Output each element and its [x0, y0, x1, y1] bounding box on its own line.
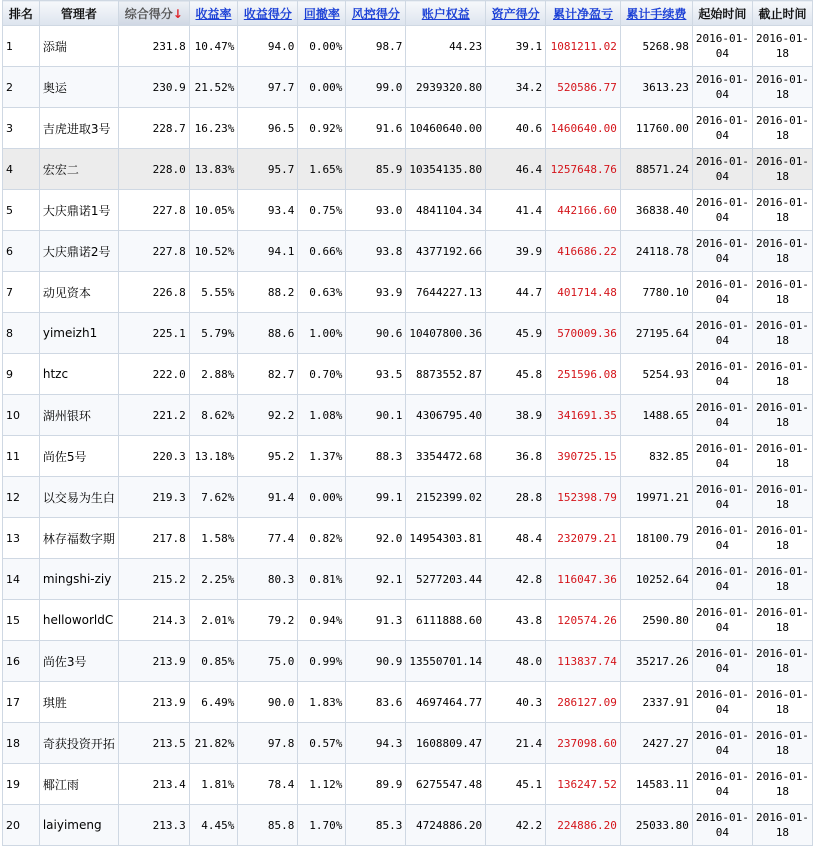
cum-fee-cell: 25033.80 — [620, 805, 692, 846]
return-rate-cell: 21.82% — [189, 723, 238, 764]
equity-cell: 4724886.20 — [406, 805, 486, 846]
asset-score-cell: 34.2 — [486, 67, 546, 108]
rank-cell: 3 — [3, 108, 40, 149]
manager-cell: yimeizh1 — [39, 313, 118, 354]
cum-pnl-cell: 113837.74 — [546, 641, 621, 682]
drawdown-cell: 0.82% — [298, 518, 346, 559]
manager-cell: helloworldC — [39, 600, 118, 641]
manager-cell: 尚佐5号 — [39, 436, 118, 477]
return-score-cell: 90.0 — [238, 682, 298, 723]
cum-fee-cell: 2337.91 — [620, 682, 692, 723]
return-rate-cell: 10.47% — [189, 26, 238, 67]
asset-score-cell: 41.4 — [486, 190, 546, 231]
header-cum-pnl-sort[interactable]: 累计净盈亏 — [546, 1, 621, 26]
rank-cell: 16 — [3, 641, 40, 682]
cum-pnl-cell: 152398.79 — [546, 477, 621, 518]
score-cell: 213.3 — [118, 805, 189, 846]
start-time-cell: 2016-01-04 — [692, 26, 752, 67]
start-time-cell: 2016-01-04 — [692, 231, 752, 272]
score-cell: 217.8 — [118, 518, 189, 559]
risk-score-cell: 91.3 — [346, 600, 406, 641]
ranking-table-body — [3, 26, 813, 846]
end-time-cell: 2016-01-18 — [752, 518, 812, 559]
drawdown-cell: 0.70% — [298, 354, 346, 395]
equity-cell: 2939320.80 — [406, 67, 486, 108]
score-cell: 227.8 — [118, 231, 189, 272]
end-time-cell: 2016-01-18 — [752, 805, 812, 846]
cum-pnl-cell: 237098.60 — [546, 723, 621, 764]
score-cell: 222.0 — [118, 354, 189, 395]
equity-cell: 4841104.34 — [406, 190, 486, 231]
end-time-cell: 2016-01-18 — [752, 559, 812, 600]
start-time-cell: 2016-01-04 — [692, 559, 752, 600]
return-score-cell: 82.7 — [238, 354, 298, 395]
manager-cell: laiyimeng — [39, 805, 118, 846]
start-time-cell: 2016-01-04 — [692, 67, 752, 108]
manager-cell: 宏宏二 — [39, 149, 118, 190]
asset-score-cell: 48.0 — [486, 641, 546, 682]
manager-cell: 奥运 — [39, 67, 118, 108]
equity-cell: 14954303.81 — [406, 518, 486, 559]
drawdown-cell: 0.57% — [298, 723, 346, 764]
score-cell: 214.3 — [118, 600, 189, 641]
equity-cell: 6111888.60 — [406, 600, 486, 641]
score-cell: 230.9 — [118, 67, 189, 108]
rank-cell: 4 — [3, 149, 40, 190]
equity-cell: 1608809.47 — [406, 723, 486, 764]
return-rate-cell: 7.62% — [189, 477, 238, 518]
return-score-cell: 94.1 — [238, 231, 298, 272]
start-time-cell: 2016-01-04 — [692, 436, 752, 477]
end-time-cell: 2016-01-18 — [752, 395, 812, 436]
start-time-cell: 2016-01-04 — [692, 149, 752, 190]
asset-score-cell: 43.8 — [486, 600, 546, 641]
table-row[interactable] — [3, 477, 813, 518]
manager-cell: htzc — [39, 354, 118, 395]
return-score-cell: 92.2 — [238, 395, 298, 436]
header-score-label: 综合得分 — [124, 6, 173, 21]
start-time-cell: 2016-01-04 — [692, 477, 752, 518]
equity-cell: 2152399.02 — [406, 477, 486, 518]
header-return-rate-sort[interactable]: 收益率 — [189, 1, 238, 26]
rank-cell: 15 — [3, 600, 40, 641]
risk-score-cell: 93.0 — [346, 190, 406, 231]
return-score-cell: 79.2 — [238, 600, 298, 641]
header-score-sort[interactable] — [118, 1, 189, 26]
cum-fee-cell: 5254.93 — [620, 354, 692, 395]
cum-fee-cell: 7780.10 — [620, 272, 692, 313]
drawdown-cell: 1.37% — [298, 436, 346, 477]
rank-cell: 6 — [3, 231, 40, 272]
table-row[interactable] — [3, 764, 813, 805]
drawdown-cell: 1.65% — [298, 149, 346, 190]
return-rate-cell: 21.52% — [189, 67, 238, 108]
table-row[interactable] — [3, 559, 813, 600]
table-row[interactable] — [3, 190, 813, 231]
rank-cell: 10 — [3, 395, 40, 436]
score-cell: 220.3 — [118, 436, 189, 477]
cum-pnl-cell: 224886.20 — [546, 805, 621, 846]
return-score-cell: 77.4 — [238, 518, 298, 559]
risk-score-cell: 91.6 — [346, 108, 406, 149]
return-rate-cell: 6.49% — [189, 682, 238, 723]
cum-pnl-cell: 1460640.00 — [546, 108, 621, 149]
manager-cell: 尚佐3号 — [39, 641, 118, 682]
risk-score-cell: 94.3 — [346, 723, 406, 764]
table-row[interactable] — [3, 518, 813, 559]
equity-cell: 13550701.14 — [406, 641, 486, 682]
return-score-cell: 80.3 — [238, 559, 298, 600]
return-rate-cell: 10.05% — [189, 190, 238, 231]
risk-score-cell: 99.0 — [346, 67, 406, 108]
drawdown-cell: 1.70% — [298, 805, 346, 846]
end-time-cell: 2016-01-18 — [752, 149, 812, 190]
asset-score-cell: 45.8 — [486, 354, 546, 395]
drawdown-cell: 0.00% — [298, 477, 346, 518]
table-row[interactable] — [3, 354, 813, 395]
return-rate-cell: 0.85% — [189, 641, 238, 682]
cum-pnl-cell: 570009.36 — [546, 313, 621, 354]
table-row[interactable] — [3, 682, 813, 723]
risk-score-cell: 92.1 — [346, 559, 406, 600]
end-time-cell: 2016-01-18 — [752, 26, 812, 67]
score-cell: 228.0 — [118, 149, 189, 190]
risk-score-cell: 92.0 — [346, 518, 406, 559]
asset-score-cell: 42.2 — [486, 805, 546, 846]
cum-fee-cell: 11760.00 — [620, 108, 692, 149]
asset-score-cell: 44.7 — [486, 272, 546, 313]
risk-score-cell: 99.1 — [346, 477, 406, 518]
drawdown-cell: 0.94% — [298, 600, 346, 641]
cum-pnl-cell: 251596.08 — [546, 354, 621, 395]
table-row[interactable] — [3, 436, 813, 477]
drawdown-cell: 0.92% — [298, 108, 346, 149]
return-rate-cell: 2.25% — [189, 559, 238, 600]
return-rate-cell: 16.23% — [189, 108, 238, 149]
equity-cell: 4306795.40 — [406, 395, 486, 436]
header-end-time: 截止时间 — [752, 1, 812, 26]
return-score-cell: 97.8 — [238, 723, 298, 764]
return-score-cell: 88.2 — [238, 272, 298, 313]
cum-pnl-cell: 520586.77 — [546, 67, 621, 108]
risk-score-cell: 85.3 — [346, 805, 406, 846]
header-manager: 管理者 — [39, 1, 118, 26]
cum-pnl-cell: 416686.22 — [546, 231, 621, 272]
end-time-cell: 2016-01-18 — [752, 723, 812, 764]
end-time-cell: 2016-01-18 — [752, 108, 812, 149]
asset-score-cell: 45.9 — [486, 313, 546, 354]
return-rate-cell: 1.81% — [189, 764, 238, 805]
cum-fee-cell: 5268.98 — [620, 26, 692, 67]
risk-score-cell: 98.7 — [346, 26, 406, 67]
return-rate-cell: 4.45% — [189, 805, 238, 846]
header-asset-score-sort[interactable]: 资产得分 — [486, 1, 546, 26]
return-score-cell: 85.8 — [238, 805, 298, 846]
rank-cell: 11 — [3, 436, 40, 477]
start-time-cell: 2016-01-04 — [692, 764, 752, 805]
cum-fee-cell: 14583.11 — [620, 764, 692, 805]
table-row[interactable] — [3, 313, 813, 354]
drawdown-cell: 1.08% — [298, 395, 346, 436]
table-row[interactable] — [3, 600, 813, 641]
drawdown-cell: 1.12% — [298, 764, 346, 805]
score-cell: 227.8 — [118, 190, 189, 231]
return-rate-cell: 1.58% — [189, 518, 238, 559]
drawdown-cell: 0.66% — [298, 231, 346, 272]
cum-pnl-cell: 1081211.02 — [546, 26, 621, 67]
cum-fee-cell: 36838.40 — [620, 190, 692, 231]
cum-fee-cell: 832.85 — [620, 436, 692, 477]
asset-score-cell: 39.1 — [486, 26, 546, 67]
asset-score-cell: 21.4 — [486, 723, 546, 764]
equity-cell: 44.23 — [406, 26, 486, 67]
equity-cell: 4697464.77 — [406, 682, 486, 723]
start-time-cell: 2016-01-04 — [692, 805, 752, 846]
end-time-cell: 2016-01-18 — [752, 272, 812, 313]
cum-fee-cell: 27195.64 — [620, 313, 692, 354]
asset-score-cell: 36.8 — [486, 436, 546, 477]
asset-score-cell: 38.9 — [486, 395, 546, 436]
asset-score-cell: 46.4 — [486, 149, 546, 190]
score-cell: 231.8 — [118, 26, 189, 67]
score-cell: 213.9 — [118, 682, 189, 723]
return-rate-cell: 5.55% — [189, 272, 238, 313]
return-rate-cell: 5.79% — [189, 313, 238, 354]
return-score-cell: 96.5 — [238, 108, 298, 149]
cum-pnl-cell: 341691.35 — [546, 395, 621, 436]
manager-cell: 琪胜 — [39, 682, 118, 723]
header-rank: 排名 — [3, 1, 40, 26]
header-equity-sort[interactable]: 账户权益 — [406, 1, 486, 26]
drawdown-cell: 0.75% — [298, 190, 346, 231]
cum-fee-cell: 3613.23 — [620, 67, 692, 108]
equity-cell: 10407800.36 — [406, 313, 486, 354]
asset-score-cell: 48.4 — [486, 518, 546, 559]
header-cum-fee-sort[interactable]: 累计手续费 — [620, 1, 692, 26]
end-time-cell: 2016-01-18 — [752, 231, 812, 272]
risk-score-cell: 85.9 — [346, 149, 406, 190]
rank-cell: 12 — [3, 477, 40, 518]
return-rate-cell: 13.18% — [189, 436, 238, 477]
manager-cell: 湖州银环 — [39, 395, 118, 436]
return-rate-cell: 8.62% — [189, 395, 238, 436]
start-time-cell: 2016-01-04 — [692, 682, 752, 723]
ranking-table — [2, 0, 813, 846]
risk-score-cell: 93.9 — [346, 272, 406, 313]
score-cell: 219.3 — [118, 477, 189, 518]
end-time-cell: 2016-01-18 — [752, 313, 812, 354]
return-score-cell: 95.7 — [238, 149, 298, 190]
rank-cell: 9 — [3, 354, 40, 395]
table-row[interactable] — [3, 641, 813, 682]
manager-cell: 动见资本 — [39, 272, 118, 313]
risk-score-cell: 90.6 — [346, 313, 406, 354]
manager-cell: 吉虎进取3号 — [39, 108, 118, 149]
end-time-cell: 2016-01-18 — [752, 600, 812, 641]
table-row[interactable] — [3, 805, 813, 846]
cum-fee-cell: 35217.26 — [620, 641, 692, 682]
cum-pnl-cell: 136247.52 — [546, 764, 621, 805]
risk-score-cell: 93.5 — [346, 354, 406, 395]
risk-score-cell: 90.9 — [346, 641, 406, 682]
manager-cell: 添瑞 — [39, 26, 118, 67]
sort-desc-arrow-icon: ↓ — [172, 6, 183, 21]
return-score-cell: 75.0 — [238, 641, 298, 682]
header-return-score-sort[interactable]: 收益得分 — [238, 1, 298, 26]
end-time-cell: 2016-01-18 — [752, 67, 812, 108]
return-score-cell: 91.4 — [238, 477, 298, 518]
asset-score-cell: 40.6 — [486, 108, 546, 149]
score-cell: 213.5 — [118, 723, 189, 764]
drawdown-cell: 0.81% — [298, 559, 346, 600]
drawdown-cell: 0.00% — [298, 26, 346, 67]
equity-cell: 3354472.68 — [406, 436, 486, 477]
cum-pnl-cell: 120574.26 — [546, 600, 621, 641]
cum-pnl-cell: 116047.36 — [546, 559, 621, 600]
equity-cell: 5277203.44 — [406, 559, 486, 600]
cum-fee-cell: 19971.21 — [620, 477, 692, 518]
header-risk-score-sort[interactable]: 风控得分 — [346, 1, 406, 26]
start-time-cell: 2016-01-04 — [692, 395, 752, 436]
table-row[interactable] — [3, 67, 813, 108]
cum-pnl-cell: 232079.21 — [546, 518, 621, 559]
cum-pnl-cell: 442166.60 — [546, 190, 621, 231]
return-rate-cell: 13.83% — [189, 149, 238, 190]
rank-cell: 2 — [3, 67, 40, 108]
drawdown-cell: 0.63% — [298, 272, 346, 313]
table-row[interactable] — [3, 723, 813, 764]
risk-score-cell: 90.1 — [346, 395, 406, 436]
return-rate-cell: 2.01% — [189, 600, 238, 641]
equity-cell: 7644227.13 — [406, 272, 486, 313]
cum-fee-cell: 88571.24 — [620, 149, 692, 190]
cum-fee-cell: 18100.79 — [620, 518, 692, 559]
manager-cell: 林存福数字期 — [39, 518, 118, 559]
drawdown-cell: 1.83% — [298, 682, 346, 723]
rank-cell: 8 — [3, 313, 40, 354]
ranking-table-container — [2, 0, 813, 846]
cum-fee-cell: 10252.64 — [620, 559, 692, 600]
table-row[interactable] — [3, 26, 813, 67]
drawdown-cell: 1.00% — [298, 313, 346, 354]
table-row[interactable] — [3, 231, 813, 272]
manager-cell: 奇获投资开拓 — [39, 723, 118, 764]
return-rate-cell: 2.88% — [189, 354, 238, 395]
rank-cell: 20 — [3, 805, 40, 846]
table-row[interactable] — [3, 395, 813, 436]
rank-cell: 7 — [3, 272, 40, 313]
manager-cell: 大庆鼎诺2号 — [39, 231, 118, 272]
score-cell: 213.9 — [118, 641, 189, 682]
asset-score-cell: 28.8 — [486, 477, 546, 518]
rank-cell: 1 — [3, 26, 40, 67]
score-cell: 213.4 — [118, 764, 189, 805]
start-time-cell: 2016-01-04 — [692, 641, 752, 682]
end-time-cell: 2016-01-18 — [752, 641, 812, 682]
equity-cell: 6275547.48 — [406, 764, 486, 805]
cum-pnl-cell: 401714.48 — [546, 272, 621, 313]
manager-cell: 以交易为生白 — [39, 477, 118, 518]
equity-cell: 4377192.66 — [406, 231, 486, 272]
rank-cell: 14 — [3, 559, 40, 600]
cum-fee-cell: 2427.27 — [620, 723, 692, 764]
manager-cell: 大庆鼎诺1号 — [39, 190, 118, 231]
table-row[interactable] — [3, 149, 813, 190]
cum-pnl-cell: 286127.09 — [546, 682, 621, 723]
asset-score-cell: 45.1 — [486, 764, 546, 805]
header-drawdown-sort[interactable]: 回撤率 — [298, 1, 346, 26]
header-row — [3, 1, 813, 26]
manager-cell: mingshi-ziy — [39, 559, 118, 600]
end-time-cell: 2016-01-18 — [752, 190, 812, 231]
cum-fee-cell: 2590.80 — [620, 600, 692, 641]
asset-score-cell: 40.3 — [486, 682, 546, 723]
return-score-cell: 88.6 — [238, 313, 298, 354]
asset-score-cell: 42.8 — [486, 559, 546, 600]
cum-pnl-cell: 1257648.76 — [546, 149, 621, 190]
risk-score-cell: 89.9 — [346, 764, 406, 805]
drawdown-cell: 0.00% — [298, 67, 346, 108]
risk-score-cell: 83.6 — [346, 682, 406, 723]
return-score-cell: 93.4 — [238, 190, 298, 231]
table-row[interactable] — [3, 272, 813, 313]
rank-cell: 18 — [3, 723, 40, 764]
return-rate-cell: 10.52% — [189, 231, 238, 272]
start-time-cell: 2016-01-04 — [692, 313, 752, 354]
risk-score-cell: 93.8 — [346, 231, 406, 272]
rank-cell: 5 — [3, 190, 40, 231]
return-score-cell: 95.2 — [238, 436, 298, 477]
end-time-cell: 2016-01-18 — [752, 354, 812, 395]
equity-cell: 10354135.80 — [406, 149, 486, 190]
start-time-cell: 2016-01-04 — [692, 108, 752, 149]
return-score-cell: 97.7 — [238, 67, 298, 108]
drawdown-cell: 0.99% — [298, 641, 346, 682]
rank-cell: 13 — [3, 518, 40, 559]
cum-fee-cell: 24118.78 — [620, 231, 692, 272]
manager-cell: 椰江雨 — [39, 764, 118, 805]
score-cell: 228.7 — [118, 108, 189, 149]
end-time-cell: 2016-01-18 — [752, 477, 812, 518]
return-score-cell: 78.4 — [238, 764, 298, 805]
cum-fee-cell: 1488.65 — [620, 395, 692, 436]
rank-cell: 17 — [3, 682, 40, 723]
equity-cell: 10460640.00 — [406, 108, 486, 149]
cum-pnl-cell: 390725.15 — [546, 436, 621, 477]
start-time-cell: 2016-01-04 — [692, 272, 752, 313]
equity-cell: 8873552.87 — [406, 354, 486, 395]
risk-score-cell: 88.3 — [346, 436, 406, 477]
start-time-cell: 2016-01-04 — [692, 518, 752, 559]
end-time-cell: 2016-01-18 — [752, 682, 812, 723]
score-cell: 226.8 — [118, 272, 189, 313]
return-score-cell: 94.0 — [238, 26, 298, 67]
rank-cell: 19 — [3, 764, 40, 805]
start-time-cell: 2016-01-04 — [692, 190, 752, 231]
table-row[interactable] — [3, 108, 813, 149]
header-start-time: 起始时间 — [692, 1, 752, 26]
asset-score-cell: 39.9 — [486, 231, 546, 272]
score-cell: 225.1 — [118, 313, 189, 354]
end-time-cell: 2016-01-18 — [752, 764, 812, 805]
score-cell: 221.2 — [118, 395, 189, 436]
start-time-cell: 2016-01-04 — [692, 600, 752, 641]
end-time-cell: 2016-01-18 — [752, 436, 812, 477]
score-cell: 215.2 — [118, 559, 189, 600]
start-time-cell: 2016-01-04 — [692, 723, 752, 764]
start-time-cell: 2016-01-04 — [692, 354, 752, 395]
